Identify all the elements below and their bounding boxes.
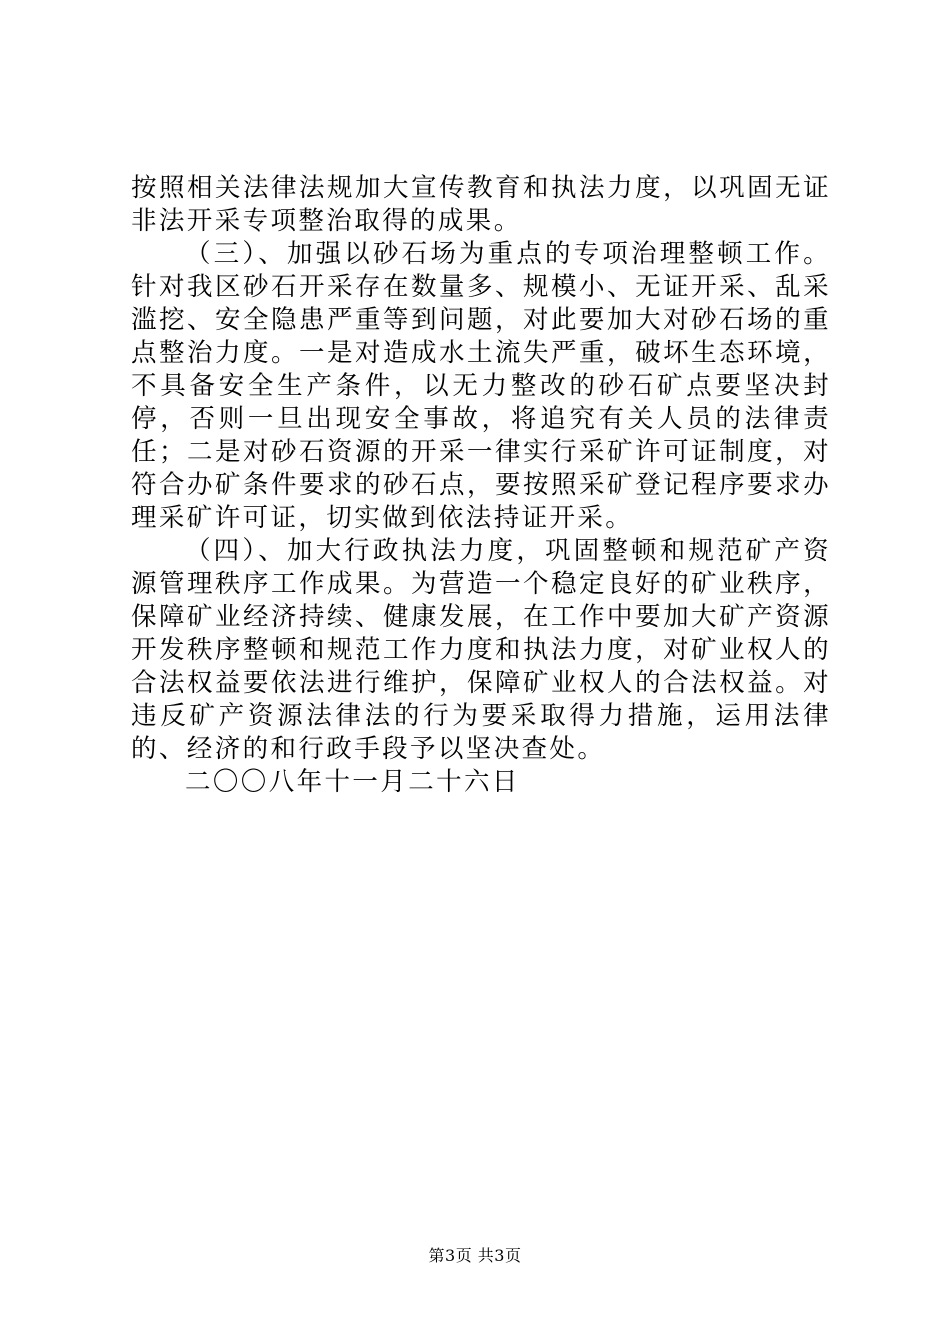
document-date: 二〇〇八年十一月二十六日 — [185, 767, 520, 797]
page-number-footer: 第3页 共3页 — [428, 1246, 522, 1265]
paragraph-section-3: （三）、加强以砂石场为重点的专项治理整顿工作。针对我区砂石开采存在数量多、规模小、无证开采、乱采滥挖、安全隐患严重等到问题，对此要加大对砂石场的重点整治力度。一是对造成水土流失严重，破坏生态环境，不具备安全生产条件，以无力整改的砂石矿点要坚决封停，否则一旦出现安全事故，将追究有关人员的法律责任；二是对砂石资源的开采一律实行采矿许可证制度，对符合办矿条件要求的砂石点，要按照采矿登记程序要求办理采矿许可证，切实做到依法持证开采。 — [131, 239, 831, 533]
document-body — [131, 172, 831, 799]
paragraph-continuation: 按照相关法律法规加大宣传教育和执法力度，以巩固无证非法开采专项整治取得的成果。 — [131, 173, 831, 236]
paragraph-section-4: （四）、加大行政执法力度，巩固整顿和规范矿产资源管理秩序工作成果。为营造一个稳定良好的矿业秩序，保障矿业经济持续、健康发展，在工作中要加大矿产资源开发秩序整顿和规范工作力度和执法力度，对矿业权人的合法权益要依法进行维护，保障矿业权人的合法权益。对违反矿产资源法律法的行为要采取得力措施，运用法律的、经济的和行政手段予以坚决查处。 — [131, 536, 831, 764]
